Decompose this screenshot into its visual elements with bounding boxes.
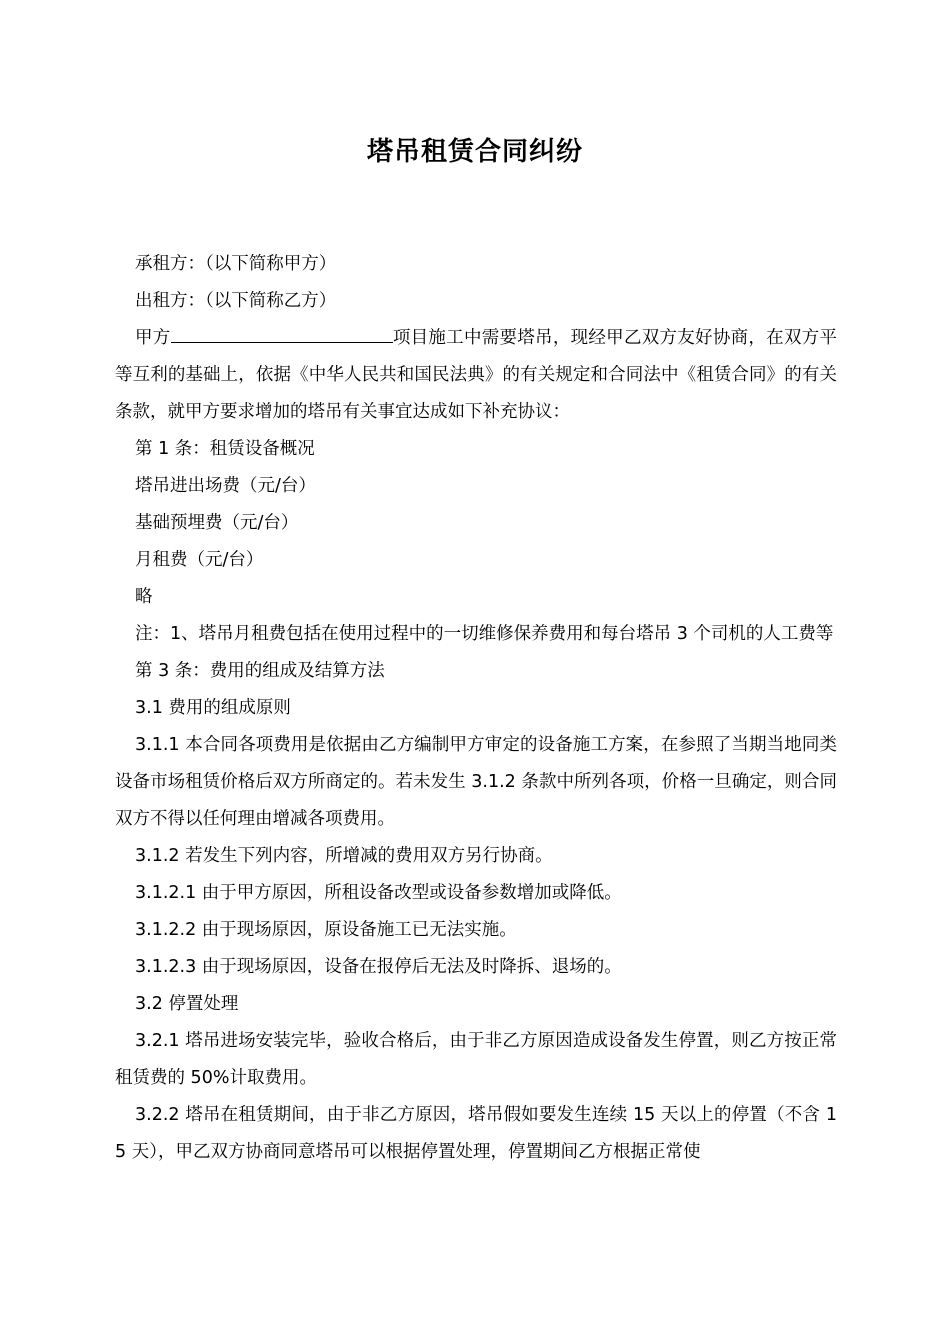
fee-entry-line: 塔吊进出场费（元/台）	[135, 476, 316, 496]
intro-paragraph	[115, 320, 837, 431]
section-3-1-1: 3.1.1 本合同各项费用是依据由乙方编制甲方审定的设备施工方案，在参照了当期当地同类设备市场租赁价格后双方所商定的。若未发生 3.1.2 条款中所列各项，价格一旦确定，则合同双方不得以任何理由增减各项费用。	[115, 735, 837, 829]
section-3-1-2: 3.1.2 若发生下列内容，所增减的费用双方另行协商。	[135, 846, 553, 866]
lessor-line: 出租方：（以下简称乙方）	[135, 291, 337, 311]
section-3-2-1: 3.2.1 塔吊进场安装完毕，验收合格后，由于非乙方原因造成设备发生停置，则乙方按正常租赁费的 50%计取费用。	[115, 1031, 837, 1088]
document-body	[115, 246, 837, 1171]
fee-foundation-line: 基础预埋费（元/台）	[135, 513, 299, 533]
section-3-1-2-3: 3.1.2.3 由于现场原因，设备在报停后无法及时降拆、退场的。	[135, 957, 622, 977]
section-3-1: 3.1 费用的组成原则	[135, 698, 291, 718]
note-paragraph: 注：1、塔吊月租费包括在使用过程中的一切维修保养费用和每台塔吊 3 个司机的人工费等	[135, 624, 834, 644]
section-3-2-2: 3.2.2 塔吊在租赁期间，由于非乙方原因，塔吊假如要发生连续 15 天以上的停置（不含 15 天），甲乙双方协商同意塔吊可以根据停置处理，停置期间乙方根据正常使	[115, 1105, 837, 1162]
lessee-line: 承租方：（以下简称甲方）	[135, 254, 337, 274]
omitted-line: 略	[135, 587, 153, 607]
article-1-heading: 第 1 条：租赁设备概况	[135, 439, 315, 459]
intro-prefix: 甲方	[135, 328, 171, 348]
fee-monthly-line: 月租费（元/台）	[135, 550, 264, 570]
section-3-2: 3.2 停置处理	[135, 994, 239, 1014]
section-3-1-2-2: 3.1.2.2 由于现场原因，原设备施工已无法实施。	[135, 920, 517, 940]
intro-text: 项目施工中需要塔吊，现经甲乙双方友好协商，在双方平等互利的基础上，依据《中华人民共和国民法典》的有关规定和合同法中《租赁合同》的有关条款，就甲方要求增加的塔吊有关事宜达成如下补充协议：	[115, 328, 838, 422]
article-3-heading: 第 3 条：费用的组成及结算方法	[135, 661, 385, 681]
document-title: 塔吊租赁合同纠纷	[366, 137, 583, 167]
section-3-1-2-1: 3.1.2.1 由于甲方原因，所租设备改型或设备参数增加或降低。	[135, 883, 622, 903]
project-name-blank	[171, 324, 393, 343]
